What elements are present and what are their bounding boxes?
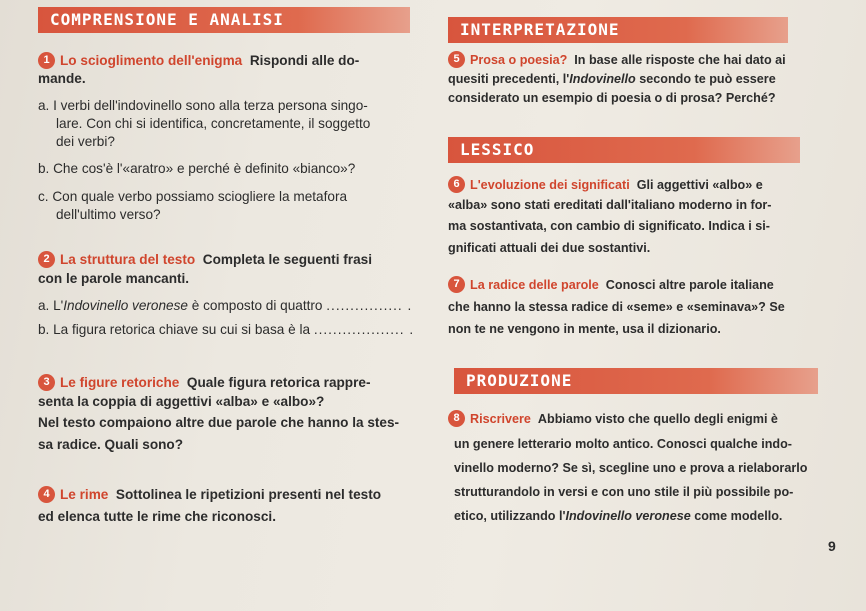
- q2-line-1: [38, 251, 372, 269]
- q1-item-b: b. Che cos'è l'«aratro» e perché è definito «bianco»?: [38, 161, 356, 176]
- q1-text: Rispondi alle do-: [249, 53, 360, 68]
- q2-item-a: [38, 297, 412, 315]
- q8-line-5-pre: etico, utilizzando l': [454, 509, 566, 523]
- q6-text: Gli aggettivi «albo» e: [636, 178, 763, 192]
- q3-title: Le figure retoriche: [60, 375, 180, 390]
- q1-item-a-line-3: dei verbi?: [56, 134, 115, 149]
- q1-line-2: mande.: [38, 71, 86, 86]
- q7-number-badge: 7: [448, 276, 465, 293]
- q3-number-badge: 3: [38, 374, 55, 391]
- q5-line-3: considerato un esempio di poesia o di prosa? Perché?: [448, 91, 776, 105]
- q1-title: Lo scioglimento dell'enigma: [60, 53, 243, 68]
- q8-line-5-post: come modello.: [690, 509, 783, 523]
- q2-item-a-pre: a. L': [38, 298, 64, 313]
- q1-item-c-line-1: c. Con quale verbo possiamo sciogliere la metafora: [38, 189, 348, 204]
- q4-line-2: ed elenca tutte le rime che riconosci.: [38, 509, 276, 524]
- section-header-comprensione: COMPRENSIONE E ANALISI: [38, 7, 410, 33]
- q8-line-5: [454, 508, 782, 525]
- q7-line-1: [448, 277, 774, 294]
- q2-item-b-text: b. La figura retorica chiave su cui si basa è la: [38, 322, 311, 337]
- q6-line-1: [448, 177, 763, 194]
- q2-title: La struttura del testo: [60, 252, 196, 267]
- q7-text: Conosci altre parole italiane: [605, 278, 774, 292]
- q1-number-badge: 1: [38, 52, 55, 69]
- q3-line-3: Nel testo compaiono altre due parole che hanno la stes-: [38, 415, 400, 430]
- q5-line-1: [448, 52, 786, 69]
- q4-title: Le rime: [60, 487, 109, 502]
- q2-item-a-post: è composto di quattro: [187, 298, 323, 313]
- q3-text: Quale figura retorica rappre-: [186, 375, 371, 390]
- q2-item-a-italic: Indovinello veronese: [63, 298, 188, 313]
- q2-item-b-blank[interactable]: ................... .: [313, 322, 415, 337]
- q8-line-4: strutturandolo in versi e con uno stile il più possibile po-: [454, 485, 794, 499]
- q2-line-2: con le parole mancanti.: [38, 271, 190, 286]
- q4-number-badge: 4: [38, 486, 55, 503]
- section-header-lessico: LESSICO: [448, 137, 800, 163]
- q8-text: Abbiamo visto che quello degli enigmi è: [537, 412, 778, 426]
- q5-line-2: [448, 71, 776, 88]
- q1-item-c-line-2: dell'ultimo verso?: [56, 207, 161, 222]
- q6-line-3: ma sostantivata, con cambio di significato. Indica i si-: [448, 219, 770, 233]
- q8-title: Riscrivere: [470, 412, 531, 426]
- q5-line-2-pre: quesiti precedenti, l': [448, 72, 570, 86]
- q6-line-4: gnificati attuali dei due sostantivi.: [448, 241, 651, 255]
- q6-number-badge: 6: [448, 176, 465, 193]
- q3-line-2: senta la coppia di aggettivi «alba» e «albo»?: [38, 394, 325, 409]
- q8-line-3: vinello moderno? Se sì, scegline uno e prova a rielaborarlo: [454, 461, 808, 475]
- q2-text: Completa le seguenti frasi: [202, 252, 372, 267]
- q5-line-2-italic: Indovinello: [569, 72, 636, 86]
- page-number: 9: [828, 538, 836, 554]
- q3-line-4: sa radice. Quali sono?: [38, 437, 184, 452]
- q6-title: L'evoluzione dei significati: [470, 178, 630, 192]
- q4-line-1: [38, 486, 381, 504]
- q8-number-badge: 8: [448, 410, 465, 427]
- q3-line-1: [38, 374, 371, 392]
- q8-line-5-italic: Indovinello veronese: [565, 509, 691, 523]
- section-header-interpretazione: INTERPRETAZIONE: [448, 17, 788, 43]
- q5-text: In base alle risposte che hai dato ai: [574, 53, 786, 67]
- q8-line-1: [448, 411, 778, 428]
- q7-title: La radice delle parole: [470, 278, 599, 292]
- q1-line-1: [38, 52, 359, 70]
- q4-text: Sottolinea le ripetizioni presenti nel testo: [115, 487, 382, 502]
- q5-number-badge: 5: [448, 51, 465, 68]
- q2-item-a-blank[interactable]: ................ .: [326, 298, 413, 313]
- q2-item-b: [38, 321, 414, 339]
- q1-item-a-line-1: a. I verbi dell'indovinello sono alla terza persona singo-: [38, 98, 368, 113]
- q5-line-2-post: secondo te può essere: [635, 72, 776, 86]
- q6-line-2: «alba» sono stati ereditati dall'italiano moderno in for-: [448, 198, 772, 212]
- q1-item-a-line-2: lare. Con chi si identifica, concretamente, il soggetto: [56, 116, 371, 131]
- q5-title: Prosa o poesia?: [470, 53, 568, 67]
- q7-line-3: non te ne vengono in mente, usa il dizionario.: [448, 322, 721, 336]
- q2-number-badge: 2: [38, 251, 55, 268]
- q7-line-2: che hanno la stessa radice di «seme» e «seminava»? Se: [448, 300, 785, 314]
- section-header-produzione: PRODUZIONE: [454, 368, 818, 394]
- q8-line-2: un genere letterario molto antico. Conosci qualche indo-: [454, 437, 792, 451]
